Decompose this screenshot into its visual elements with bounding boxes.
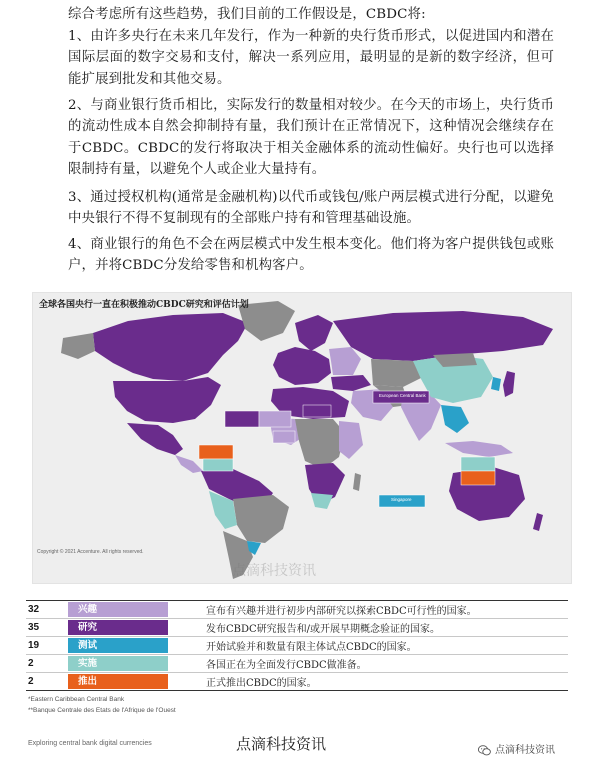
world-map-figure (32, 292, 572, 584)
legend-swatch (68, 655, 168, 673)
point-4-paragraph: 4、商业银行的角色不会在两层模式中发生根本变化。他们将为客户提供钱包或账户，并将CBDC分发给零售和机构客户。 (68, 237, 554, 274)
legend-row (26, 619, 568, 637)
map-japan (503, 371, 515, 397)
point-1-paragraph: 1、由许多央行在未来几年发行，作为一种新的央行货币形式，以促进国内和潜在国际层面的数字交易和支付，解决一系列应用，最明显的是新的数字经济，但可能扩展到批发和其他交易。 (68, 29, 554, 87)
footer-account-name: 点滴科技资讯 (495, 745, 555, 756)
legend-label: 研究 (68, 620, 168, 635)
map-south-africa (311, 493, 333, 509)
legend-count: 2 (26, 673, 68, 691)
watermark: 点滴科技资讯 (232, 563, 316, 579)
map-russia (333, 311, 553, 361)
legend-count: 32 (26, 601, 68, 619)
legend-count: 2 (26, 655, 68, 673)
footer-document-title: Exploring central bank digital currencies (28, 740, 152, 747)
ecb-label: European Central Bank (379, 393, 426, 398)
map-canada (93, 313, 248, 381)
legend-desc: 开始试验并和数量有限主体试点CBDC的国家。 (168, 637, 568, 655)
map-central-africa (295, 419, 345, 469)
footnote-ecb: *Eastern Caribbean Central Bank (28, 696, 125, 703)
map-western-europe (273, 347, 331, 385)
legend-swatch (68, 637, 168, 655)
legend-row (26, 601, 568, 619)
footer-wechat-account (478, 741, 555, 756)
legend-count: 19 (26, 637, 68, 655)
map-scandinavia (295, 315, 333, 351)
legend-row (26, 673, 568, 691)
legend-desc: 宣布有兴趣并进行初步内部研究以探索CBDC可行性的国家。 (168, 601, 568, 619)
legend-desc: 发布CBDC研究报告和/或开展早期概念验证的国家。 (168, 619, 568, 637)
map-brazil (233, 495, 289, 543)
point-3-paragraph: 3、通过授权机构(通常是金融机构)以代币或钱包/账户两层模式进行分配，以避免中央银行不得不复制现有的全部账户持有和管理基础设施。 (68, 190, 554, 227)
map-mexico (127, 423, 183, 455)
map-copyright: Copyright © 2021 Accenture. All rights reserved. (37, 549, 144, 555)
callout-lavender-atlantic (259, 411, 291, 427)
legend-label: 测试 (68, 638, 168, 653)
map-title: 全球各国央行一直在积极推动CBDC研究和评估计划 (39, 300, 249, 310)
legend-label: 兴趣 (68, 602, 168, 617)
legend-label: 实施 (68, 656, 168, 671)
map-eastern-europe (329, 347, 361, 375)
wechat-icon (478, 745, 491, 756)
callout-purple-atlantic (225, 411, 259, 427)
footnote-bceao: **Banque Centrale des Etats de l'Afrique de l'Ouest (28, 707, 176, 714)
legend-table (26, 600, 568, 691)
footer-brand: 点滴科技资讯 (236, 735, 327, 753)
map-east-africa (339, 421, 363, 459)
legend-count: 35 (26, 619, 68, 637)
legend-label: 推出 (68, 674, 168, 689)
point-2-paragraph: 2、与商业银行货币相比，实际发行的数量相对较少。在今天的市场上，央行货币的流动性成本自然会抑制持有量，我们预计在正常情况下，这种情况会继续存在于CBDC。CBDC的发行将取决于相关金融体系的流动性偏好。央行也可以选择限制持有量，以避免个人或企业大量持有。 (68, 98, 554, 177)
map-southeast-asia (441, 405, 469, 433)
legend-desc: 正式推出CBDC的国家。 (168, 673, 568, 691)
map-korea (491, 377, 501, 391)
map-new-zealand (533, 513, 543, 531)
callout-implement-asia (461, 457, 495, 471)
legend-desc: 各国正在为全面发行CBDC做准备。 (168, 655, 568, 673)
callout-launched-asia (461, 471, 495, 485)
map-indonesia (445, 441, 513, 457)
map-usa (113, 377, 221, 423)
intro-paragraph: 综合考虑所有这些趋势，我们目前的工作假设是，CBDC将: (68, 7, 426, 22)
map-alaska (61, 333, 95, 359)
map-madagascar (353, 473, 361, 491)
callout-launched-caribbean (199, 445, 233, 459)
legend-swatch (68, 619, 168, 637)
callout-implement-caribbean (203, 459, 233, 471)
legend-row (26, 655, 568, 673)
callout-lavender-africa (273, 431, 295, 443)
legend-swatch (68, 673, 168, 691)
legend-row (26, 637, 568, 655)
legend-swatch (68, 601, 168, 619)
map-turkey (331, 375, 371, 391)
singapore-label: Singapore (391, 497, 412, 502)
world-map (33, 293, 571, 583)
callout-purple-med (303, 405, 331, 417)
